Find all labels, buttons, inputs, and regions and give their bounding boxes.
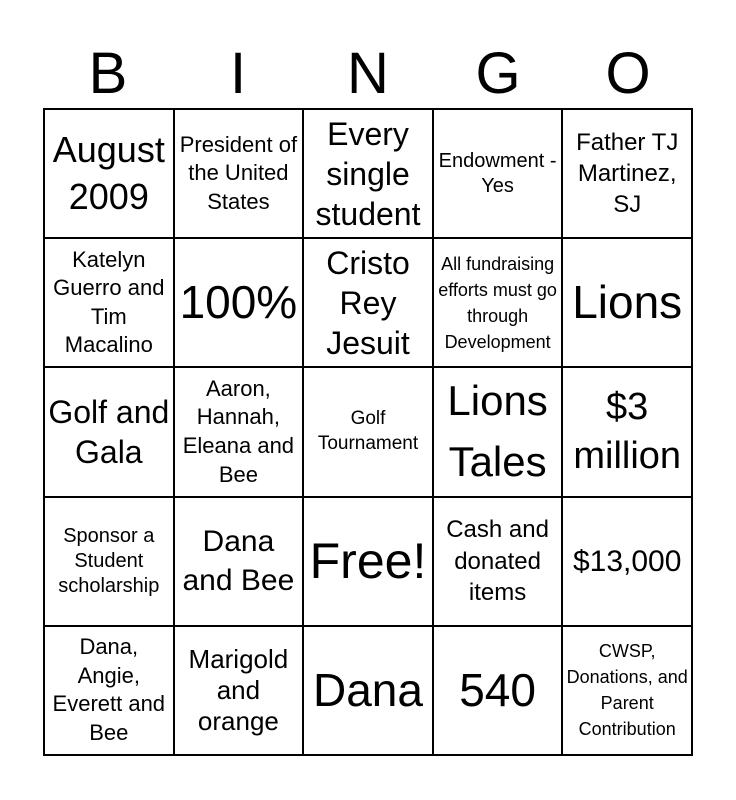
bingo-cell-r5c1[interactable] bbox=[44, 626, 174, 755]
cell-text: Cristo Rey Jesuit bbox=[326, 244, 410, 361]
bingo-cell-r4c4[interactable] bbox=[433, 497, 563, 626]
bingo-cell-r4c2[interactable] bbox=[174, 497, 304, 626]
bingo-cell-r3c4[interactable] bbox=[433, 367, 563, 496]
header-letter-g: G bbox=[475, 41, 521, 106]
bingo-cell-r1c2[interactable] bbox=[174, 109, 304, 238]
cell-text: August 2009 bbox=[52, 128, 165, 217]
header-letter-o: O bbox=[605, 41, 651, 106]
cell-text: Sponsor a Student scholarship bbox=[58, 524, 160, 597]
cell-text: All fundraising efforts must go through Development bbox=[438, 253, 557, 352]
cell-text: Every single student bbox=[315, 115, 421, 232]
bingo-cell-r1c1[interactable] bbox=[44, 109, 174, 238]
bingo-header bbox=[43, 40, 693, 108]
bingo-cell-r5c4[interactable] bbox=[433, 626, 563, 755]
bingo-cell-r3c1[interactable] bbox=[44, 367, 174, 496]
cell-text: 540 bbox=[459, 664, 536, 717]
bingo-cell-r3c5[interactable] bbox=[562, 367, 692, 496]
cell-text: 100% bbox=[179, 276, 298, 329]
cell-text: Golf and Gala bbox=[48, 393, 170, 470]
bingo-cell-r3c2[interactable] bbox=[174, 367, 304, 496]
bingo-cell-r2c4[interactable] bbox=[433, 238, 563, 367]
bingo-cell-r1c5[interactable] bbox=[562, 109, 692, 238]
cell-text: Dana and Bee bbox=[182, 525, 295, 598]
header-letter-b: B bbox=[88, 41, 128, 106]
cell-text: President of the United States bbox=[179, 131, 298, 214]
cell-text: Lions Tales bbox=[447, 377, 548, 485]
bingo-cell-r3c3[interactable] bbox=[303, 367, 433, 496]
header-letter-i: I bbox=[229, 41, 247, 106]
bingo-cell-r5c3[interactable] bbox=[303, 626, 433, 755]
bingo-cell-r1c4[interactable] bbox=[433, 109, 563, 238]
cell-text: $13,000 bbox=[572, 544, 682, 578]
cell-text: CWSP, Donations, and Parent Contribution bbox=[566, 641, 688, 740]
header-letter-n: N bbox=[347, 41, 389, 106]
cell-text: Dana bbox=[313, 664, 423, 717]
cell-text: Dana, Angie, Everett and Bee bbox=[52, 634, 166, 745]
bingo-cell-r4c5[interactable] bbox=[562, 497, 692, 626]
bingo-board bbox=[43, 108, 693, 756]
cell-text: Katelyn Guerro and Tim Macalino bbox=[53, 246, 165, 358]
bingo-cell-r1c3[interactable] bbox=[303, 109, 433, 238]
cell-text: Free! bbox=[309, 532, 427, 589]
bingo-cell-r2c5[interactable] bbox=[562, 238, 692, 367]
cell-text: Golf Tournament bbox=[317, 408, 419, 454]
cell-text: Cash and donated items bbox=[446, 516, 549, 606]
cell-text: Father TJ Martinez, SJ bbox=[576, 128, 679, 219]
bingo-cell-r2c3[interactable] bbox=[303, 238, 433, 367]
bingo-cell-r5c2[interactable] bbox=[174, 626, 304, 755]
bingo-cell-r4c1[interactable] bbox=[44, 497, 174, 626]
cell-text: Lions bbox=[572, 276, 683, 329]
cell-text: Aaron, Hannah, Eleana and Bee bbox=[182, 375, 295, 487]
bingo-free-space[interactable] bbox=[303, 497, 433, 626]
bingo-cell-r2c1[interactable] bbox=[44, 238, 174, 367]
cell-text: Endowment - Yes bbox=[438, 149, 557, 197]
cell-text: Marigold and orange bbox=[188, 643, 289, 736]
bingo-cell-r2c2[interactable] bbox=[174, 238, 304, 367]
bingo-cell-r5c5[interactable] bbox=[562, 626, 692, 755]
cell-text: $3 million bbox=[573, 385, 682, 477]
